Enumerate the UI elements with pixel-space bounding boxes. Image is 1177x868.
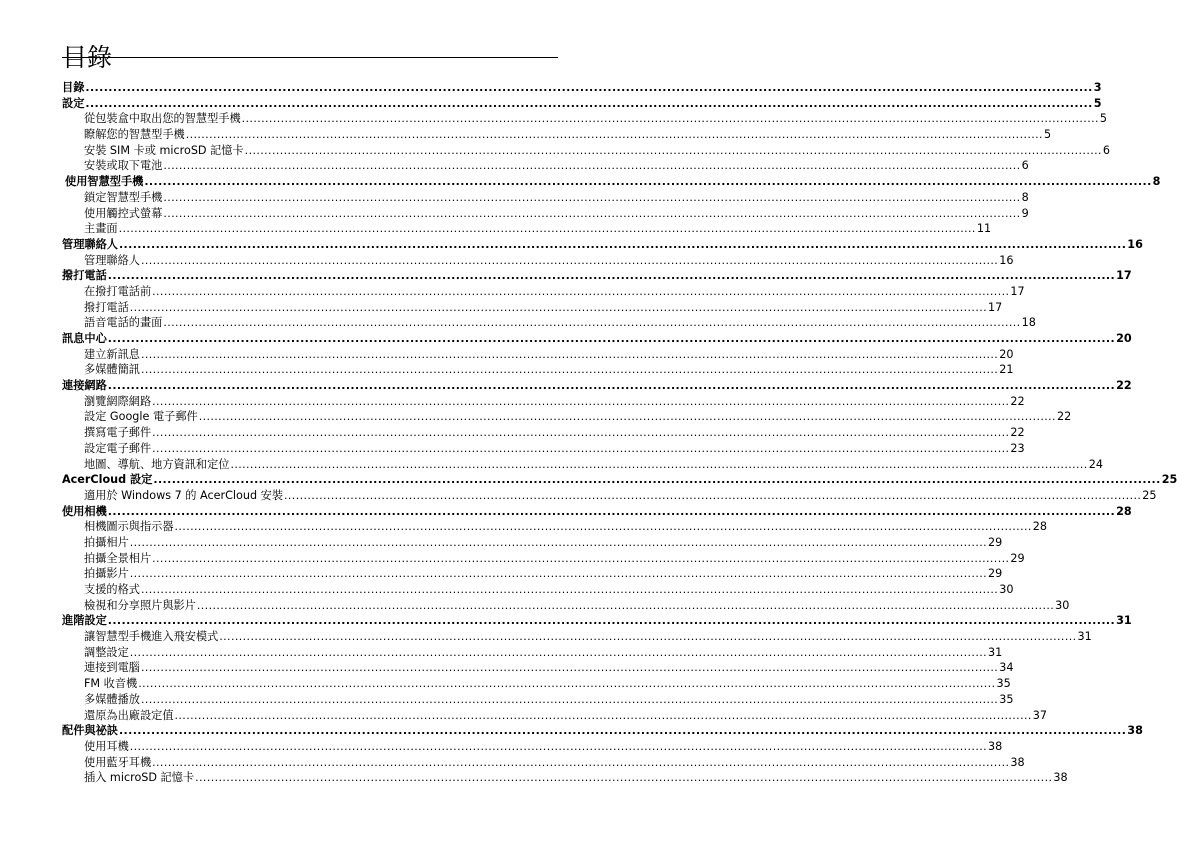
toc-subsection-entry[interactable] bbox=[62, 300, 1003, 316]
dot-leader: ............................................................................................................................................................................................................................ bbox=[230, 457, 1088, 471]
dot-leader: ............................................................................................................................................................................................................................ bbox=[129, 567, 988, 581]
dot-leader: ............................................................................................................................................................................................................................ bbox=[195, 771, 1053, 785]
toc-entry-title: AcerCloud 設定 bbox=[62, 473, 153, 487]
toc-subsection-entry[interactable] bbox=[62, 645, 1003, 661]
toc-subsection-entry[interactable] bbox=[62, 253, 1014, 269]
toc-page-number: 17 bbox=[1010, 284, 1025, 298]
toc-subsection-entry[interactable] bbox=[62, 676, 1011, 692]
toc-entry-title: 檢視和分享照片與影片 bbox=[84, 598, 196, 612]
toc-subsection-entry[interactable] bbox=[62, 519, 1048, 535]
toc-entry-title: 安裝 SIM 卡或 microSD 記憶卡 bbox=[84, 143, 244, 157]
toc-entry-title: 拍攝影片 bbox=[84, 567, 129, 581]
toc-entry-title: 設定 bbox=[62, 96, 85, 110]
toc-entry-title: 建立新訊息 bbox=[84, 347, 140, 361]
toc-page-number: 30 bbox=[999, 583, 1014, 596]
dot-leader: ............................................................................................................................................................................................................................ bbox=[163, 190, 1021, 204]
toc-page-number: 29 bbox=[1010, 551, 1025, 565]
toc-entry-title: 撰寫電子郵件 bbox=[84, 426, 152, 440]
toc-entry-title: 適用於 Windows 7 的 AcerCloud 安裝 bbox=[84, 488, 284, 502]
toc-page-number: 5 bbox=[1043, 128, 1052, 142]
toc-entry-title: 從包裝盒中取出您的智慧型手機 bbox=[84, 112, 241, 126]
dot-leader: ............................................................................................................................................................................................................................ bbox=[241, 112, 1099, 126]
toc-page-number: 25 bbox=[1142, 488, 1157, 502]
dot-leader: ............................................................................................................................................................................................................................ bbox=[144, 175, 1152, 189]
toc-page-number: 31 bbox=[1116, 614, 1132, 628]
toc-page-number: 35 bbox=[996, 677, 1011, 691]
toc-page-number: 9 bbox=[1021, 206, 1029, 220]
toc-entry-title: 設定 Google 電子郵件 bbox=[84, 410, 198, 424]
toc-entry-title: 語音電話的畫面 bbox=[84, 316, 163, 330]
toc-page-number: 38 bbox=[988, 739, 1003, 753]
dot-leader: ............................................................................................................................................................................................................................ bbox=[140, 253, 999, 267]
dot-leader: ............................................................................................................................................................................................................................ bbox=[153, 473, 1161, 487]
dot-leader: ............................................................................................................................................................................................................................ bbox=[174, 708, 1032, 722]
toc-section-entry[interactable] bbox=[62, 331, 1132, 347]
dot-leader: ............................................................................................................................................................................................................................ bbox=[107, 614, 1116, 628]
toc-subsection-entry[interactable] bbox=[62, 739, 1003, 755]
toc-subsection-entry[interactable] bbox=[62, 127, 1052, 143]
toc-entry-title: FM 收音機 bbox=[84, 677, 138, 691]
dot-leader: ............................................................................................................................................................................................................................ bbox=[284, 488, 1142, 502]
toc-page-number: 8 bbox=[1152, 175, 1161, 189]
dot-leader: ............................................................................................................................................................................................................................ bbox=[118, 222, 976, 236]
toc-page-number: 17 bbox=[1116, 269, 1132, 283]
toc-section-entry[interactable] bbox=[62, 723, 1143, 739]
toc-page-number: 18 bbox=[1021, 316, 1036, 330]
toc-entry-title: 還原為出廠設定值 bbox=[84, 708, 174, 722]
toc-section-entry[interactable] bbox=[62, 613, 1132, 629]
toc-page-number: 24 bbox=[1088, 457, 1103, 471]
toc-subsection-entry[interactable] bbox=[62, 566, 1003, 582]
toc-entry-title: 支援的格式 bbox=[84, 583, 140, 596]
toc-subsection-entry[interactable] bbox=[62, 488, 1157, 504]
toc-subsection-entry[interactable] bbox=[62, 362, 1014, 378]
toc-entry-title: 主畫面 bbox=[84, 222, 118, 236]
toc-entry-title: 多媒體簡訊 bbox=[84, 363, 140, 377]
toc-entry-title: 訊息中心 bbox=[62, 332, 107, 345]
toc-entry-title: 插入 microSD 記憶卡 bbox=[84, 771, 195, 785]
dot-leader: ............................................................................................................................................................................................................................ bbox=[85, 96, 1093, 110]
dot-leader: ............................................................................................................................................................................................................................ bbox=[163, 206, 1021, 220]
dot-leader: ............................................................................................................................................................................................................................ bbox=[129, 645, 988, 659]
toc-entry-title: 使用耳機 bbox=[84, 739, 129, 753]
dot-leader: ............................................................................................................................................................................................................................ bbox=[152, 426, 1010, 440]
toc-page-number: 22 bbox=[1010, 426, 1025, 440]
dot-leader: ............................................................................................................................................................................................................................ bbox=[140, 661, 999, 675]
dot-leader: ............................................................................................................................................................................................................................ bbox=[140, 347, 999, 361]
toc-subsection-entry[interactable] bbox=[62, 347, 1014, 363]
toc-subsection-entry[interactable] bbox=[62, 598, 1070, 614]
dot-leader: ............................................................................................................................................................................................................................ bbox=[140, 692, 999, 706]
dot-leader: ............................................................................................................................................................................................................................ bbox=[174, 520, 1032, 534]
toc-section-entry[interactable] bbox=[62, 504, 1132, 520]
toc-section-entry[interactable] bbox=[62, 174, 1161, 190]
toc-subsection-entry[interactable] bbox=[62, 394, 1025, 410]
toc-page-number: 11 bbox=[976, 222, 992, 236]
toc-page-number: 29 bbox=[988, 535, 1003, 549]
toc-entry-title: 撥打電話 bbox=[62, 269, 107, 283]
toc-page-number: 22 bbox=[1116, 379, 1132, 393]
toc-subsection-entry[interactable] bbox=[62, 660, 1014, 676]
toc-page-number: 29 bbox=[988, 567, 1003, 581]
toc-entry-title: 拍攝相片 bbox=[84, 535, 129, 549]
toc-entry-title: 連接到電腦 bbox=[84, 661, 140, 675]
dot-leader: ............................................................................................................................................................................................................................ bbox=[107, 379, 1116, 393]
toc-page-number: 30 bbox=[1055, 598, 1070, 612]
toc-entry-title: 撥打電話 bbox=[84, 300, 129, 314]
toc-page-number: 21 bbox=[999, 363, 1014, 377]
toc-subsection-entry[interactable] bbox=[62, 457, 1103, 473]
toc-entry-title: 地圖、導航、地方資訊和定位 bbox=[84, 457, 230, 471]
toc-page-number: 20 bbox=[1116, 332, 1132, 345]
toc-subsection-entry[interactable] bbox=[62, 629, 1092, 645]
toc-entry-title: 瞭解您的智慧型手機 bbox=[84, 128, 185, 142]
toc-entry-title: 調整設定 bbox=[84, 645, 129, 659]
toc-page-number: 28 bbox=[1032, 520, 1048, 534]
toc-page-number: 38 bbox=[1127, 724, 1143, 738]
toc-page-number: 37 bbox=[1032, 708, 1048, 722]
toc-subsection-entry[interactable] bbox=[62, 441, 1025, 457]
toc-page-number: 38 bbox=[1053, 771, 1068, 785]
dot-leader: ............................................................................................................................................................................................................................ bbox=[140, 583, 999, 596]
toc-entry-title: 配件與祕訣 bbox=[62, 724, 118, 738]
dot-leader: ............................................................................................................................................................................................................................ bbox=[163, 159, 1021, 173]
toc-page-number: 22 bbox=[1010, 394, 1025, 408]
toc-subsection-entry[interactable] bbox=[62, 143, 1111, 159]
toc-section-entry[interactable] bbox=[62, 268, 1132, 284]
toc-entry-title: 鎖定智慧型手機 bbox=[84, 190, 163, 204]
toc-subsection-entry[interactable] bbox=[62, 409, 1072, 425]
toc-entry-title: 使用藍牙耳機 bbox=[84, 755, 152, 769]
toc-subsection-entry[interactable] bbox=[62, 315, 1036, 331]
dot-leader: ............................................................................................................................................................................................................................ bbox=[185, 128, 1043, 142]
dot-leader: ............................................................................................................................................................................................................................ bbox=[118, 724, 1127, 738]
toc-page-number: 38 bbox=[1010, 755, 1025, 769]
table-of-contents bbox=[62, 80, 1177, 786]
toc-entry-title: 設定電子郵件 bbox=[84, 441, 152, 455]
dot-leader: ............................................................................................................................................................................................................................ bbox=[244, 143, 1102, 157]
dot-leader: ............................................................................................................................................................................................................................ bbox=[152, 284, 1010, 298]
dot-leader: ............................................................................................................................................................................................................................ bbox=[140, 363, 999, 377]
toc-page-number: 34 bbox=[999, 661, 1014, 675]
toc-subsection-entry[interactable] bbox=[62, 206, 1029, 222]
toc-section-entry[interactable] bbox=[62, 472, 1177, 488]
toc-entry-title: 使用智慧型手機 bbox=[65, 175, 144, 189]
toc-entry-title: 多媒體播放 bbox=[84, 692, 140, 706]
page-title: 目錄 bbox=[62, 42, 113, 72]
dot-leader: ............................................................................................................................................................................................................................ bbox=[163, 316, 1021, 330]
dot-leader: ............................................................................................................................................................................................................................ bbox=[196, 598, 1055, 612]
toc-section-entry[interactable] bbox=[62, 96, 1102, 112]
toc-page-number: 31 bbox=[1077, 630, 1092, 644]
dot-leader: ............................................................................................................................................................................................................................ bbox=[198, 410, 1056, 424]
toc-subsection-entry[interactable] bbox=[62, 284, 1025, 300]
toc-subsection-entry[interactable] bbox=[62, 582, 1014, 598]
toc-subsection-entry[interactable] bbox=[62, 692, 1014, 708]
dot-leader: ............................................................................................................................................................................................................................ bbox=[152, 441, 1010, 455]
toc-entry-title: 目錄 bbox=[62, 81, 85, 94]
toc-page-number: 5 bbox=[1099, 112, 1108, 126]
toc-entry-title: 在撥打電話前 bbox=[84, 284, 152, 298]
toc-page-number: 25 bbox=[1161, 473, 1177, 487]
toc-page-number: 8 bbox=[1021, 190, 1029, 204]
toc-entry-title: 使用相機 bbox=[62, 504, 107, 518]
toc-entry-title: 瀏覽網際網路 bbox=[84, 394, 152, 408]
toc-entry-title: 拍攝全景相片 bbox=[84, 551, 152, 565]
toc-entry-title: 相機圖示與指示器 bbox=[84, 520, 174, 534]
dot-leader: ............................................................................................................................................................................................................................ bbox=[129, 535, 988, 549]
toc-subsection-entry[interactable] bbox=[62, 425, 1025, 441]
toc-subsection-entry[interactable] bbox=[62, 535, 1003, 551]
toc-page-number: 6 bbox=[1102, 143, 1111, 157]
dot-leader: ............................................................................................................................................................................................................................ bbox=[219, 630, 1077, 644]
dot-leader: ............................................................................................................................................................................................................................ bbox=[107, 332, 1116, 345]
toc-subsection-entry[interactable] bbox=[62, 190, 1029, 206]
toc-subsection-entry[interactable] bbox=[62, 755, 1025, 771]
toc-page-number: 6 bbox=[1021, 159, 1029, 173]
toc-subsection-entry[interactable] bbox=[62, 770, 1068, 786]
toc-entry-title: 進階設定 bbox=[62, 614, 107, 628]
toc-section-entry[interactable] bbox=[62, 237, 1143, 253]
toc-page-number: 20 bbox=[999, 347, 1014, 361]
toc-page-number: 28 bbox=[1116, 504, 1132, 518]
dot-leader: ............................................................................................................................................................................................................................ bbox=[152, 551, 1010, 565]
toc-page-number: 22 bbox=[1056, 410, 1072, 424]
toc-subsection-entry[interactable] bbox=[62, 221, 992, 237]
title-underline bbox=[62, 57, 558, 58]
toc-section-entry[interactable] bbox=[62, 80, 1102, 96]
dot-leader: ............................................................................................................................................................................................................................ bbox=[152, 755, 1010, 769]
toc-entry-title: 讓智慧型手機進入飛安模式 bbox=[84, 630, 219, 644]
toc-page-number: 16 bbox=[999, 253, 1014, 267]
toc-section-entry[interactable] bbox=[62, 378, 1132, 394]
dot-leader: ............................................................................................................................................................................................................................ bbox=[129, 300, 988, 314]
toc-page-number: 31 bbox=[988, 645, 1003, 659]
toc-entry-title: 連接網路 bbox=[62, 379, 107, 393]
dot-leader: ............................................................................................................................................................................................................................ bbox=[138, 677, 996, 691]
toc-entry-title: 管理聯絡人 bbox=[62, 237, 118, 251]
toc-page-number: 35 bbox=[999, 692, 1014, 706]
toc-entry-title: 安裝或取下電池 bbox=[84, 159, 163, 173]
toc-page-number: 17 bbox=[988, 300, 1003, 314]
toc-entry-title: 使用觸控式螢幕 bbox=[84, 206, 163, 220]
dot-leader: ............................................................................................................................................................................................................................ bbox=[107, 269, 1116, 283]
dot-leader: ............................................................................................................................................................................................................................ bbox=[118, 237, 1127, 251]
dot-leader: ............................................................................................................................................................................................................................ bbox=[107, 504, 1116, 518]
dot-leader: ............................................................................................................................................................................................................................ bbox=[85, 81, 1093, 94]
dot-leader: ............................................................................................................................................................................................................................ bbox=[152, 394, 1010, 408]
toc-page-number: 5 bbox=[1093, 96, 1102, 110]
toc-page-number: 16 bbox=[1127, 237, 1143, 251]
dot-leader: ............................................................................................................................................................................................................................ bbox=[129, 739, 988, 753]
toc-subsection-entry[interactable] bbox=[62, 708, 1048, 724]
toc-entry-title: 管理聯絡人 bbox=[84, 253, 140, 267]
toc-subsection-entry[interactable] bbox=[62, 111, 1108, 127]
toc-page-number: 23 bbox=[1010, 441, 1025, 455]
toc-subsection-entry[interactable] bbox=[62, 551, 1025, 567]
toc-subsection-entry[interactable] bbox=[62, 158, 1029, 174]
toc-page-number: 3 bbox=[1093, 81, 1102, 94]
